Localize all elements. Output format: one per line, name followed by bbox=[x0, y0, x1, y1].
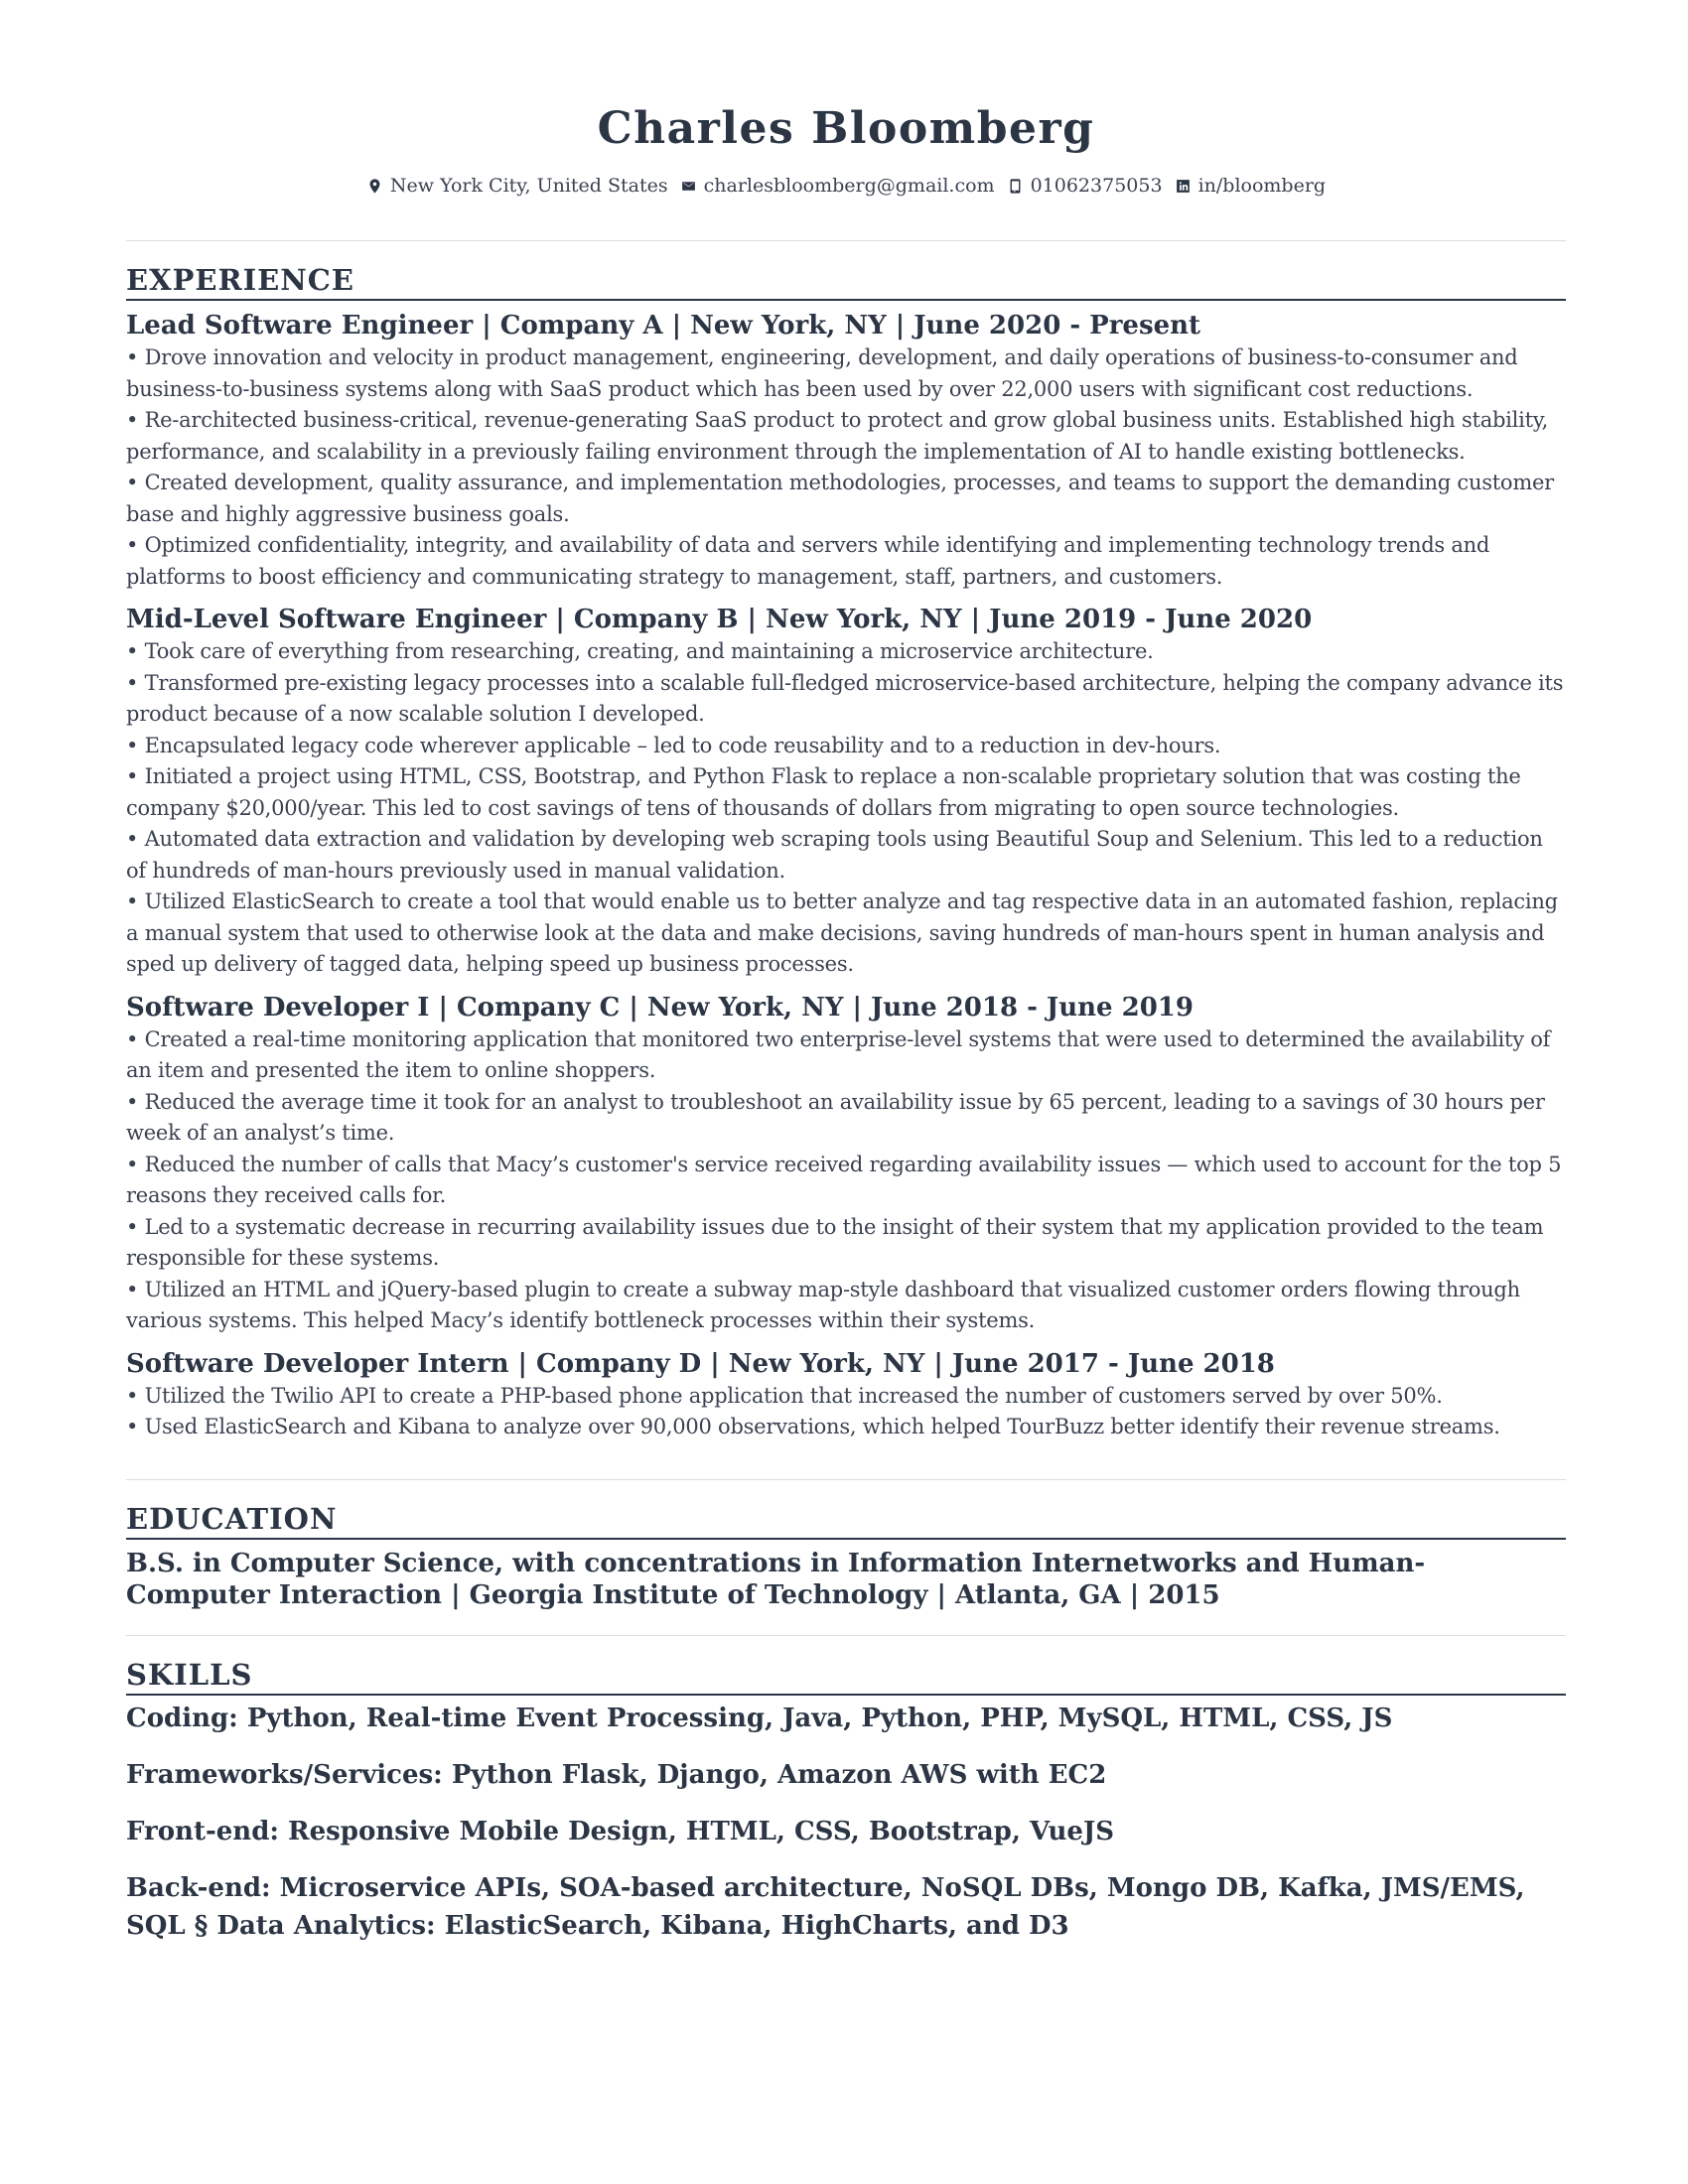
job-entry bbox=[126, 603, 1566, 981]
skill-line: Back-end: Microservice APIs, SOA-based architecture, NoSQL DBs, Mongo DB, Kafka, JMS/EMS, SQL § Data Analytics: ElasticSearch, Kibana, HighCharts, and D3 bbox=[126, 1873, 1525, 1941]
skill-line: Front-end: Responsive Mobile Design, HTML, CSS, Bootstrap, VueJS bbox=[126, 1817, 1114, 1846]
mail-icon bbox=[680, 178, 697, 195]
contact-phone[interactable] bbox=[1007, 175, 1163, 197]
contact-linkedin[interactable] bbox=[1175, 175, 1327, 197]
heading-underline bbox=[126, 1694, 1566, 1696]
experience-heading: EXPERIENCE bbox=[126, 263, 354, 297]
experience-section bbox=[126, 240, 1566, 1443]
email-text[interactable]: charlesbloomberg@gmail.com bbox=[703, 175, 995, 197]
section-divider bbox=[126, 1479, 1566, 1480]
job-entry bbox=[126, 309, 1566, 593]
bullet-item: • Initiated a project using HTML, CSS, Bootstrap, and Python Flask to replace a non-scalable proprietary solution that was costing the company $20,000/year. This led to cost savings of tens of thousands of dollars from migrating to open source technologies. bbox=[126, 761, 1566, 824]
bullet-item: • Reduced the number of calls that Macy’s customer's service received regarding availability issues — which used to account for the top 5 reasons they received calls for. bbox=[126, 1150, 1566, 1212]
skill-line: Frameworks/Services: Python Flask, Django, Amazon AWS with EC2 bbox=[126, 1760, 1107, 1790]
heading-underline bbox=[126, 299, 1566, 301]
location-text: New York City, United States bbox=[389, 175, 668, 197]
phone-text[interactable]: 01062375053 bbox=[1030, 175, 1163, 197]
bullet-item: • Drove innovation and velocity in product management, engineering, development, and daily operations of business-to-consumer and business-to-business systems along with SaaS product which has been used by over 22,000 users with significant cost reductions. bbox=[126, 342, 1566, 405]
location-pin-icon bbox=[366, 178, 383, 195]
job-bullets bbox=[126, 1024, 1566, 1337]
job-bullets bbox=[126, 1381, 1566, 1443]
education-entry: B.S. in Computer Science, with concentrations in Information Internetworks and Human-Computer Interaction | Georgia Institute of Technology | Atlanta, GA | 2015 bbox=[126, 1549, 1426, 1610]
bullet-item: • Created a real-time monitoring application that monitored two enterprise-level systems that were used to determined the availability of an item and presented the item to online shoppers. bbox=[126, 1024, 1566, 1087]
job-title: Software Developer Intern | Company D | New York, NY | June 2017 - June 2018 bbox=[126, 1348, 1275, 1379]
bullet-item: • Utilized ElasticSearch to create a tool that would enable us to better analyze and tag respective data in an automated fashion, replacing a manual system that used to otherwise look at the data and make decisions, saving hundreds of man-hours spent in human analysis and sped up delivery of tagged data, helping speed up business processes. bbox=[126, 887, 1566, 981]
bullet-item: • Led to a systematic decrease in recurring availability issues due to the insight of their system that my application provided to the team responsible for these systems. bbox=[126, 1212, 1566, 1275]
bullet-item: • Utilized an HTML and jQuery-based plugin to create a subway map-style dashboard that visualized customer orders flowing through various systems. This helped Macy’s identify bottleneck processes within their systems. bbox=[126, 1275, 1566, 1337]
section-divider bbox=[126, 1635, 1566, 1636]
skill-line: Coding: Python, Real-time Event Processing, Java, Python, PHP, MySQL, HTML, CSS, JS bbox=[126, 1704, 1393, 1733]
linkedin-text[interactable]: in/bloomberg bbox=[1197, 175, 1327, 197]
bullet-item: • Used ElasticSearch and Kibana to analyze over 90,000 observations, which helped TourBuzz better identify their revenue streams. bbox=[126, 1412, 1566, 1443]
job-title: Mid-Level Software Engineer | Company B | New York, NY | June 2019 - June 2020 bbox=[126, 605, 1313, 634]
job-title: Lead Software Engineer | Company A | New York, NY | June 2020 - Present bbox=[126, 311, 1201, 341]
bullet-item: • Reduced the average time it took for an analyst to troubleshoot an availability issue by 65 percent, leading to a savings of 30 hours per week of an analyst’s time. bbox=[126, 1087, 1566, 1150]
job-title: Software Developer I | Company C | New York, NY | June 2018 - June 2019 bbox=[126, 992, 1194, 1023]
linkedin-icon bbox=[1175, 178, 1192, 195]
job-bullets bbox=[126, 636, 1566, 981]
contact-bar bbox=[126, 175, 1566, 197]
contact-email[interactable] bbox=[680, 175, 995, 197]
bullet-item: • Created development, quality assurance, and implementation methodologies, processes, and teams to support the demanding customer base and highly aggressive business goals. bbox=[126, 468, 1566, 530]
education-section bbox=[126, 1479, 1566, 1611]
section-divider bbox=[126, 240, 1566, 241]
skills-heading: SKILLS bbox=[126, 1658, 253, 1692]
bullet-item: • Transformed pre-existing legacy processes into a scalable full-fledged microservice-based architecture, helping the company advance its product because of a now scalable solution I developed. bbox=[126, 668, 1566, 731]
bullet-item: • Took care of everything from researching, creating, and maintaining a microservice architecture. bbox=[126, 636, 1566, 668]
job-entry bbox=[126, 991, 1566, 1337]
bullet-item: • Utilized the Twilio API to create a PHP-based phone application that increased the number of customers served by over 50%. bbox=[126, 1381, 1566, 1413]
mobile-phone-icon bbox=[1007, 178, 1024, 195]
bullet-item: • Automated data extraction and validation by developing web scraping tools using Beautiful Soup and Selenium. This led to a reduction of hundreds of man-hours previously used in manual validation. bbox=[126, 824, 1566, 887]
heading-underline bbox=[126, 1538, 1566, 1540]
job-entry bbox=[126, 1347, 1566, 1443]
bullet-item: • Optimized confidentiality, integrity, and availability of data and servers while identifying and implementing technology trends and platforms to boost efficiency and communicating strategy to management, staff, partners, and customers. bbox=[126, 530, 1566, 593]
education-heading: EDUCATION bbox=[126, 1502, 338, 1536]
bullet-item: • Re-architected business-critical, revenue-generating SaaS product to protect and grow global business units. Established high stability, performance, and scalability in a previously failing environment through the implementation of AI to handle existing bottlenecks. bbox=[126, 405, 1566, 468]
contact-location bbox=[366, 175, 668, 197]
candidate-name: Charles Bloomberg bbox=[597, 103, 1095, 154]
skills-section bbox=[126, 1635, 1566, 1945]
job-bullets bbox=[126, 342, 1566, 593]
bullet-item: • Encapsulated legacy code wherever applicable – led to code reusability and to a reduction in dev-hours. bbox=[126, 731, 1566, 762]
